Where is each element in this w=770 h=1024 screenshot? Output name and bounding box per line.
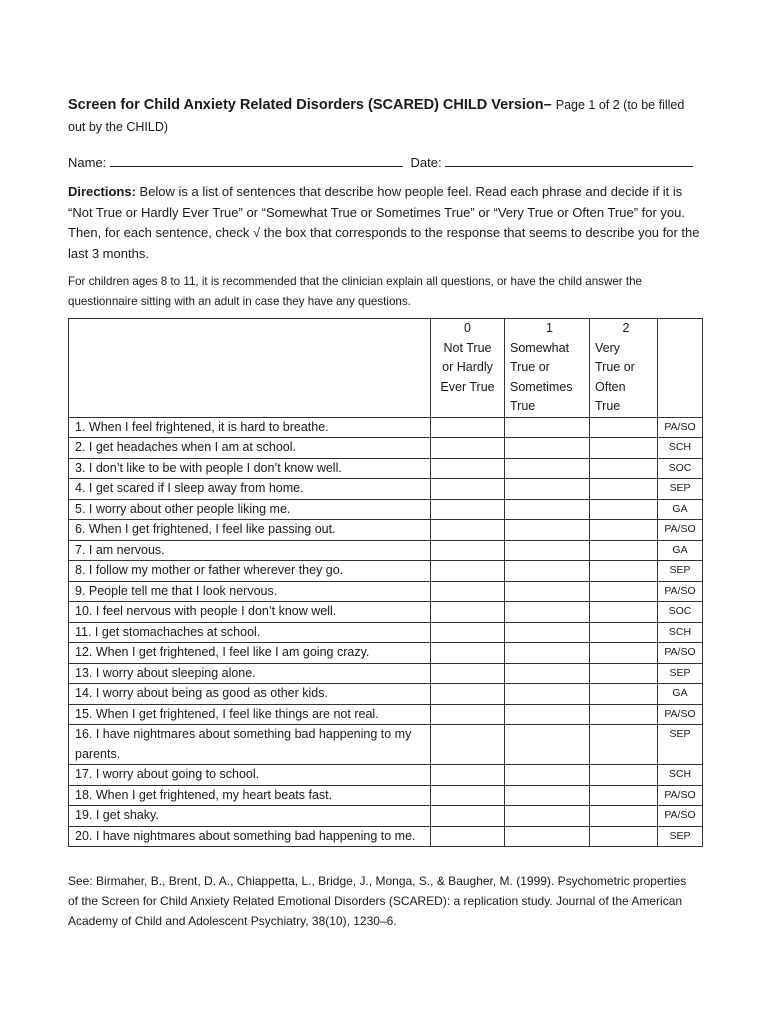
column-line: Somewhat — [510, 340, 570, 355]
response-checkbox-0[interactable] — [431, 622, 505, 643]
question-text: 4. I get scared if I sleep away from home. — [69, 479, 431, 500]
response-checkbox-0[interactable] — [431, 458, 505, 479]
response-checkbox-1[interactable] — [505, 520, 590, 541]
response-checkbox-1[interactable] — [505, 663, 590, 684]
subscale-code: SCH — [658, 438, 703, 459]
subscale-code: GA — [658, 540, 703, 561]
response-checkbox-1[interactable] — [505, 499, 590, 520]
subscale-code: GA — [658, 684, 703, 705]
response-checkbox-1[interactable] — [505, 684, 590, 705]
response-checkbox-0[interactable] — [431, 765, 505, 786]
question-text: 3. I don’t like to be with people I don’t know well. — [69, 458, 431, 479]
name-label: Name: — [68, 155, 107, 170]
subscale-code: SEP — [658, 826, 703, 847]
question-rows — [69, 417, 703, 847]
table-row — [69, 725, 703, 765]
response-checkbox-0[interactable] — [431, 826, 505, 847]
title-dash: – — [543, 97, 556, 113]
response-checkbox-0[interactable] — [431, 684, 505, 705]
question-text: 9. People tell me that I look nervous. — [69, 581, 431, 602]
question-text: 8. I follow my mother or father wherever they go. — [69, 561, 431, 582]
response-checkbox-1[interactable] — [505, 704, 590, 725]
response-checkbox-0[interactable] — [431, 520, 505, 541]
response-checkbox-2[interactable] — [590, 725, 658, 765]
table-row — [69, 581, 703, 602]
form-page — [68, 94, 702, 847]
table-row — [69, 602, 703, 623]
question-text: 5. I worry about other people liking me. — [69, 499, 431, 520]
header-blank — [69, 319, 431, 418]
column-line: or Hardly — [442, 360, 493, 374]
response-checkbox-0[interactable] — [431, 785, 505, 806]
subscale-code: GA — [658, 499, 703, 520]
table-row — [69, 622, 703, 643]
question-text: 13. I worry about sleeping alone. — [69, 663, 431, 684]
subscale-code: SOC — [658, 602, 703, 623]
response-checkbox-0[interactable] — [431, 704, 505, 725]
column-line: True or — [595, 360, 635, 374]
table-row — [69, 458, 703, 479]
response-checkbox-0[interactable] — [431, 602, 505, 623]
response-checkbox-2[interactable] — [590, 602, 658, 623]
column-line: True — [595, 399, 621, 413]
response-checkbox-0[interactable] — [431, 540, 505, 561]
column-line: Not True — [443, 340, 492, 355]
subscale-code: PA/SO — [658, 785, 703, 806]
question-text: 10. I feel nervous with people I don’t know well. — [69, 602, 431, 623]
response-checkbox-1[interactable] — [505, 479, 590, 500]
response-checkbox-1[interactable] — [505, 417, 590, 438]
table-row — [69, 643, 703, 664]
column-line: Sometimes — [510, 379, 573, 394]
column-line: True or — [510, 360, 550, 374]
response-checkbox-2[interactable] — [590, 765, 658, 786]
column-score: 1 — [546, 321, 553, 335]
table-row — [69, 704, 703, 725]
response-checkbox-2[interactable] — [590, 826, 658, 847]
subscale-code: SEP — [658, 725, 703, 765]
header-code-blank — [658, 319, 703, 418]
response-checkbox-2[interactable] — [590, 520, 658, 541]
column-header-0 — [431, 319, 505, 418]
question-text: 2. I get headaches when I am at school. — [69, 438, 431, 459]
response-checkbox-0[interactable] — [431, 479, 505, 500]
response-checkbox-1[interactable] — [505, 806, 590, 827]
question-text: 15. When I get frightened, I feel like things are not real. — [69, 704, 431, 725]
subscale-code: PA/SO — [658, 520, 703, 541]
response-checkbox-1[interactable] — [505, 540, 590, 561]
subscale-code: SEP — [658, 479, 703, 500]
response-checkbox-1[interactable] — [505, 826, 590, 847]
response-checkbox-0[interactable] — [431, 417, 505, 438]
response-checkbox-2[interactable] — [590, 806, 658, 827]
question-text: 19. I get shaky. — [69, 806, 431, 827]
response-checkbox-1[interactable] — [505, 622, 590, 643]
subscale-code: SEP — [658, 663, 703, 684]
subscale-code: PA/SO — [658, 704, 703, 725]
question-text: 18. When I get frightened, my heart beats fast. — [69, 785, 431, 806]
header-row — [69, 319, 703, 418]
date-label: Date: — [410, 155, 442, 170]
citation: See: Birmaher, B., Brent, D. A., Chiappetta, L., Bridge, J., Monga, S., & Baugher, M. (1999). Psychometric properties of the Screen for Child Anxiety Related Emotional Disorders (SCARED): a replication study. Journal of the American Academy of Child and Adolescent Psychiatry, 38(10), 1230–6. — [68, 874, 687, 928]
column-header-1 — [505, 319, 590, 418]
subscale-code: PA/SO — [658, 806, 703, 827]
table-row — [69, 826, 703, 847]
subscale-code: PA/SO — [658, 417, 703, 438]
question-text: 16. I have nightmares about something bad happening to my parents. — [69, 725, 431, 765]
table-row — [69, 540, 703, 561]
question-text: 6. When I get frightened, I feel like passing out. — [69, 520, 431, 541]
table-row — [69, 663, 703, 684]
form-title — [68, 94, 702, 138]
response-checkbox-0[interactable] — [431, 725, 505, 765]
clinician-note: For children ages 8 to 11, it is recommended that the clinician explain all questions, or have the child answer the questionnaire sitting with an adult in case they have any questions. — [68, 275, 642, 308]
response-checkbox-2[interactable] — [590, 499, 658, 520]
response-checkbox-2[interactable] — [590, 622, 658, 643]
response-checkbox-1[interactable] — [505, 785, 590, 806]
response-checkbox-2[interactable] — [590, 540, 658, 561]
question-text: 17. I worry about going to school. — [69, 765, 431, 786]
question-text: 1. When I feel frightened, it is hard to breathe. — [69, 417, 431, 438]
table-row — [69, 520, 703, 541]
response-checkbox-2[interactable] — [590, 663, 658, 684]
response-checkbox-1[interactable] — [505, 581, 590, 602]
response-checkbox-0[interactable] — [431, 561, 505, 582]
table-row — [69, 438, 703, 459]
response-checkbox-2[interactable] — [590, 479, 658, 500]
response-checkbox-1[interactable] — [505, 438, 590, 459]
table-row — [69, 765, 703, 786]
response-checkbox-0[interactable] — [431, 499, 505, 520]
title-bold: Screen for Child Anxiety Related Disorders (SCARED) CHILD Version — [68, 97, 544, 113]
response-checkbox-2[interactable] — [590, 684, 658, 705]
table-row — [69, 561, 703, 582]
column-score: 0 — [464, 321, 471, 335]
response-checkbox-0[interactable] — [431, 581, 505, 602]
subscale-code: PA/SO — [658, 643, 703, 664]
response-checkbox-2[interactable] — [590, 458, 658, 479]
question-text: 11. I get stomachaches at school. — [69, 622, 431, 643]
subscale-code: SEP — [658, 561, 703, 582]
table-row — [69, 684, 703, 705]
response-checkbox-1[interactable] — [505, 602, 590, 623]
response-checkbox-2[interactable] — [590, 438, 658, 459]
table-row — [69, 806, 703, 827]
column-line: Ever True — [440, 379, 495, 394]
column-header-2 — [590, 319, 658, 418]
subscale-code: SOC — [658, 458, 703, 479]
response-checkbox-2[interactable] — [590, 581, 658, 602]
response-checkbox-0[interactable] — [431, 438, 505, 459]
response-checkbox-0[interactable] — [431, 663, 505, 684]
response-checkbox-2[interactable] — [590, 417, 658, 438]
column-line: Very — [595, 340, 621, 355]
response-checkbox-2[interactable] — [590, 785, 658, 806]
response-checkbox-1[interactable] — [505, 725, 590, 765]
response-checkbox-1[interactable] — [505, 458, 590, 479]
table-row — [69, 499, 703, 520]
response-checkbox-0[interactable] — [431, 643, 505, 664]
response-checkbox-0[interactable] — [431, 806, 505, 827]
table-row — [69, 785, 703, 806]
question-text: 12. When I get frightened, I feel like I am going crazy. — [69, 643, 431, 664]
directions — [68, 182, 702, 264]
column-line: True — [510, 399, 536, 413]
column-score: 2 — [622, 321, 630, 335]
response-checkbox-1[interactable] — [505, 561, 590, 582]
directions-text: Below is a list of sentences that describe how people feel. Read each phrase and decide if it is “Not True or Hardly Ever True” or “Somewhat True or Sometimes True” or “Very True or Often True” for you. Then, for each sentence, check √ the box that corresponds to the response that seems to describe you for the last 3 months. — [68, 184, 700, 261]
subscale-code: PA/SO — [658, 581, 703, 602]
column-line: Often — [595, 379, 626, 394]
question-text: 7. I am nervous. — [69, 540, 431, 561]
name-field[interactable] — [110, 152, 403, 167]
response-checkbox-2[interactable] — [590, 561, 658, 582]
table-row — [69, 479, 703, 500]
response-checkbox-1[interactable] — [505, 765, 590, 786]
table-row — [69, 417, 703, 438]
question-text: 14. I worry about being as good as other kids. — [69, 684, 431, 705]
response-checkbox-2[interactable] — [590, 704, 658, 725]
subscale-code: SCH — [658, 622, 703, 643]
response-checkbox-1[interactable] — [505, 643, 590, 664]
date-field[interactable] — [445, 152, 693, 167]
question-text: 20. I have nightmares about something bad happening to me. — [69, 826, 431, 847]
response-checkbox-2[interactable] — [590, 643, 658, 664]
subscale-code: SCH — [658, 765, 703, 786]
directions-label: Directions: — [68, 184, 136, 199]
title-subtitle: Page 1 of 2 (to be filled out by the CHILD) — [68, 98, 685, 134]
name-date-line — [68, 152, 702, 172]
questionnaire-table — [68, 318, 703, 847]
